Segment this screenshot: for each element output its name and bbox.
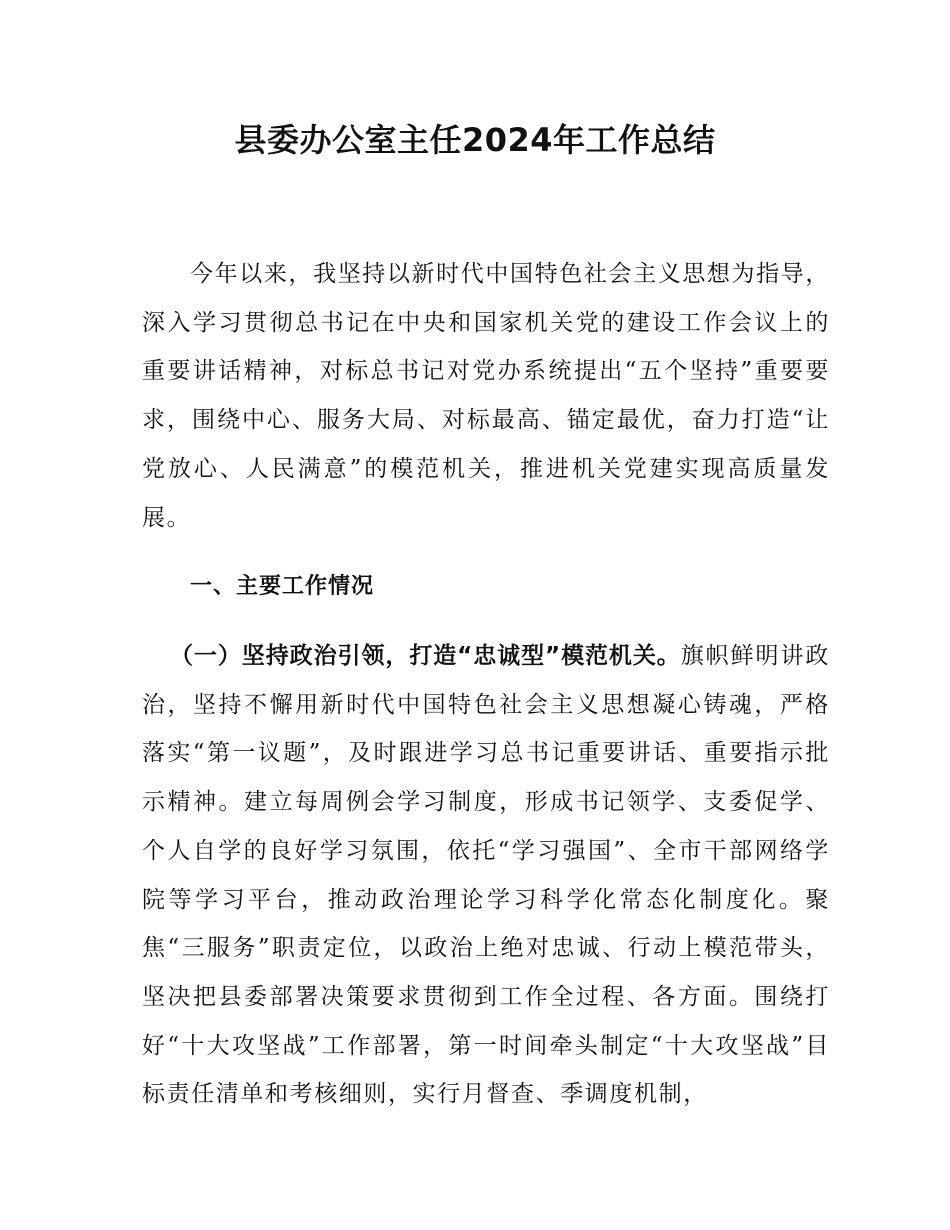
subsection-lead: （一）坚持政治引领，打造“忠诚型”模范机关。 — [170, 643, 681, 669]
section-heading: 一、主要工作情况 — [190, 574, 375, 599]
subsection-text: 旗帜鲜明讲政治，坚持不懈用新时代中国特色社会主义思想凝心铸魂，严格落实“第一议题”，及时跟进学习总书记重要讲话、重要指示批示精神。建立每周例会学习制度，形成书记领学、支委促学、个人自学的良好学习氛围，依托“学习强国”、全市干部网络学院等学习平台，推动政治理论学习科学化常态化制度化。聚焦“三服务”职责定位，以政治上绝对忠诚、行动上模范带头，坚决把县委部署决策要求贯彻到工作全过程、各方面。围绕打好“十大攻坚战”工作部署，第一时间牵头制定“十大攻坚战”目标责任清单和考核细则，实行月督查、季调度机制， — [142, 643, 830, 1108]
subsection-paragraph — [142, 632, 830, 1119]
document-title: 县委办公室主任2024年工作总结 — [234, 121, 716, 159]
intro-paragraph: 今年以来，我坚持以新时代中国特色社会主义思想为指导，深入学习贯彻总书记在中央和国家机关党的建设工作会议上的重要讲话精神，对标总书记对党办系统提出“五个坚持”重要要求，围绕中心、服务大局、对标最高、锚定最优，奋力打造“让党放心、人民满意”的模范机关，推进机关党建实现高质量发展。 — [142, 261, 830, 531]
